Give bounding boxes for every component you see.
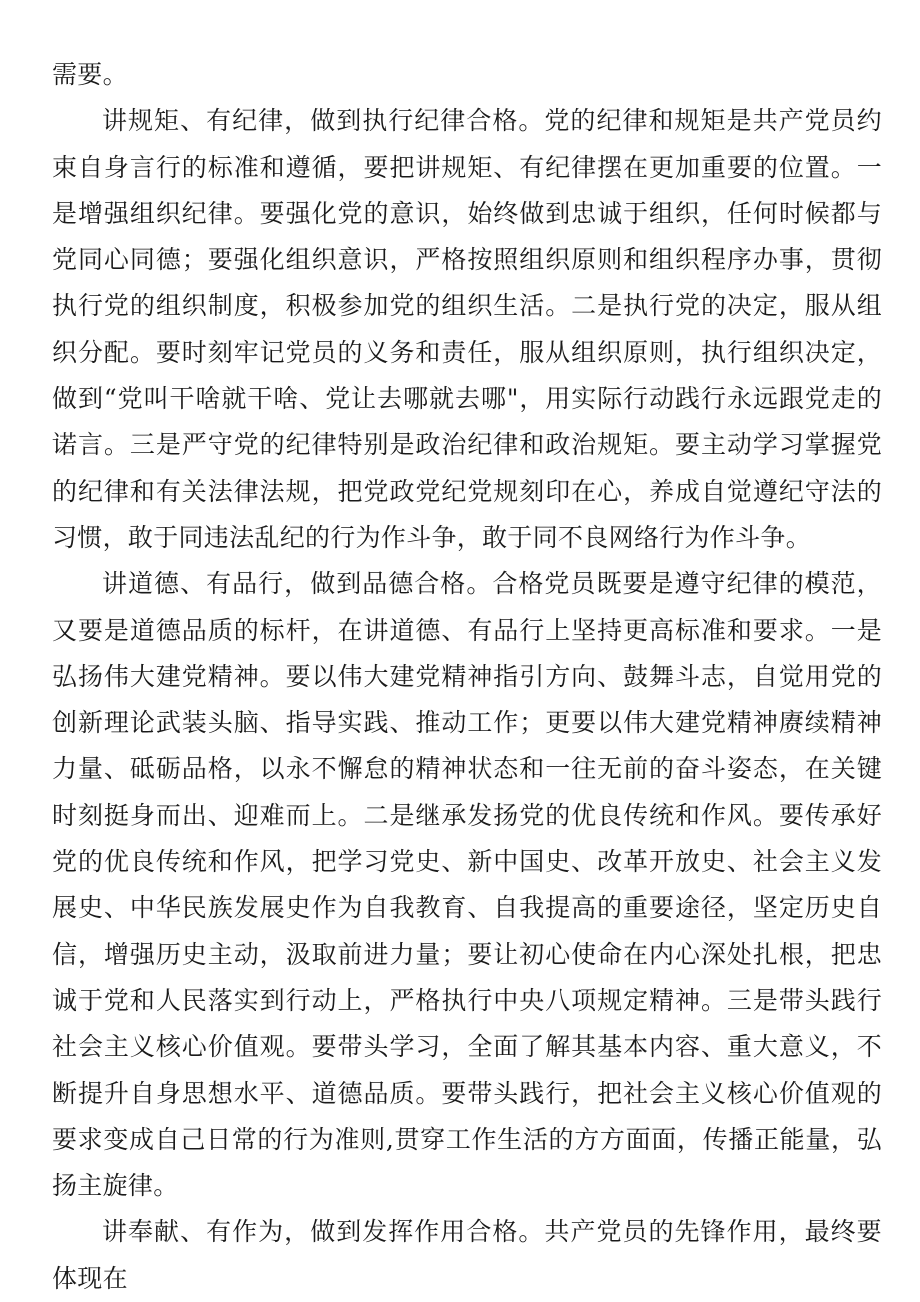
- paragraph-continuation: 需要。: [52, 60, 128, 89]
- paragraph-discipline: 讲规矩、有纪律，做到执行纪律合格。党的纪律和规矩是共产党员约束自身言行的标准和遵循，要把讲规矩、有纪律摆在更加重要的位置。一是增强组织纪律。要强化党的意识，始终做到忠诚于组织，任何时候都与党同心同德；要强化组织意识，严格按照组织原则和组织程序办事，贯彻执行党的组织制度，积极参加党的组织生活。二是执行党的决定，服从组织分配。要时刻牢记党员的义务和责任，服从组织原则，执行组织决定，做到“党叫干啥就干啥、党让去哪就去哪"，用实际行动践行永远跟党走的诺言。三是严守党的纪律特别是政治纪律和政治规矩。要主动学习掌握党的纪律和有关法律法规，把党政党纪党规刻印在心，养成自觉遵纪守法的习惯，敢于同违法乱纪的行为作斗争，敢于同不良网络行为作斗争。: [52, 106, 882, 552]
- document-body: [52, 52, 882, 1302]
- paragraph-dedication: 讲奉献、有作为，做到发挥作用合格。共产党员的先锋作用，最终要体现在: [52, 1217, 882, 1293]
- paragraph-morality: 讲道德、有品行，做到品德合格。合格党员既要是遵守纪律的模范，又要是道德品质的标杆，在讲道德、有品行上坚持更高标准和要求。一是弘扬伟大建党精神。要以伟大建党精神指引方向、鼓舞斗志，自觉用党的创新理论武装头脑、指导实践、推动工作；更要以伟大建党精神赓续精神力量、砥砺品格，以永不懈怠的精神状态和一往无前的奋斗姿态，在关键时刻挺身而出、迎难而上。二是继承发扬党的优良传统和作风。要传承好党的优良传统和作风，把学习党史、新中国史、改革开放史、社会主义发展史、中华民族发展史作为自我教育、自我提高的重要途径，坚定历史自信，增强历史主动，汲取前进力量；要让初心使命在内心深处扎根，把忠诚于党和人民落实到行动上，严格执行中央八项规定精神。三是带头践行社会主义核心价值观。要带头学习，全面了解其基本内容、重大意义，不断提升自身思想水平、道德品质。要带头践行，把社会主义核心价值观的要求变成自己日常的行为准则,贯穿工作生活的方方面面，传播正能量，弘扬主旋律。: [52, 569, 882, 1201]
